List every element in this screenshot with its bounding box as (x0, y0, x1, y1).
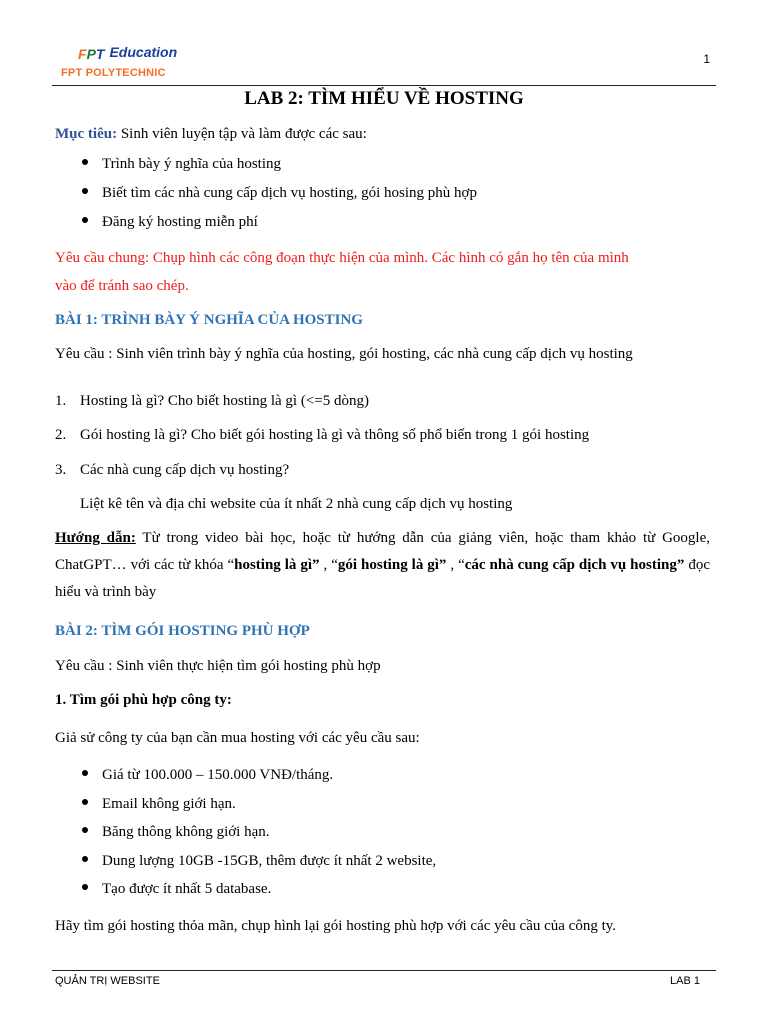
bai1-item3-detail: Liệt kê tên và địa chỉ website của ít nhất 2 nhà cung cấp dịch vụ hosting (80, 496, 513, 512)
objective-item-text: Đăng ký hosting miễn phí (102, 214, 258, 230)
requirement-item-text: Băng thông không giới hạn. (102, 824, 270, 840)
bullet-icon (82, 884, 88, 890)
list-item-text: Hosting là gì? Cho biết hosting là gì (<=5 dòng) (80, 393, 369, 409)
footer-lab: LAB 1 (670, 975, 700, 987)
objective-text: Sinh viên luyện tập và làm được các sau: (117, 126, 367, 142)
guide-text-2: đọc hiểu và trình bày (55, 557, 710, 600)
logo-education-text: Education (109, 44, 178, 60)
bai2-intro: Giả sử công ty của bạn cần mua hosting với các yêu cầu sau: (55, 730, 420, 746)
bullet-icon (82, 770, 88, 776)
general-requirement-line1: Yêu cầu chung: Chụp hình các công đoạn thực hiện của mình. Các hình có gắn họ tên của mình (55, 250, 629, 266)
guide-separator-2: , “ (446, 557, 465, 573)
bai2-requirement: Yêu cầu : Sinh viên thực hiện tìm gói hosting phù hợp (55, 658, 381, 674)
objective-item-text: Biết tìm các nhà cung cấp dịch vụ hosting, gói hosing phù hợp (102, 185, 477, 201)
bai2-sub-heading: 1. Tìm gói phù hợp công ty: (55, 692, 232, 708)
logo-letter-t: T (95, 46, 105, 62)
bullet-icon (82, 188, 88, 194)
logo-brand-name: FPT POLYTECHNIC (61, 67, 166, 79)
requirement-item-text: Email không giới hạn. (102, 796, 236, 812)
logo-letter-p: P (86, 46, 96, 62)
bai1-heading: BÀI 1: TRÌNH BÀY Ý NGHĨA CỦA HOSTING (55, 312, 363, 328)
list-item-text: Các nhà cung cấp dịch vụ hosting? (80, 462, 290, 478)
objective-line (55, 124, 710, 144)
bai2-conclusion: Hãy tìm gói hosting thỏa mãn, chụp hình lại gói hosting phù hợp với các yêu cầu của công ty. (55, 918, 617, 934)
bullet-icon (82, 159, 88, 165)
general-requirement-line2: vào để tránh sao chép. (55, 278, 189, 294)
guide-label: Hướng dẫn: (55, 530, 136, 546)
guide-keyword-3: các nhà cung cấp dịch vụ hosting” (464, 557, 685, 573)
requirement-item-text: Tạo được ít nhất 5 database. (102, 881, 272, 897)
objective-item-text: Trình bày ý nghĩa của hosting (102, 156, 282, 172)
list-item-text: Gói hosting là gì? Cho biết gói hosting là gì và thông số phổ biến trong 1 gói hosting (80, 427, 590, 443)
bullet-icon (82, 799, 88, 805)
bullet-icon (82, 856, 88, 862)
requirement-item-text: Giá từ 100.000 – 150.000 VNĐ/tháng. (102, 767, 334, 783)
bai1-guide (55, 525, 710, 606)
requirement-item-text: Dung lượng 10GB -15GB, thêm được ít nhất 2 website, (102, 853, 437, 869)
footer-course: QUẢN TRỊ WEBSITE (55, 975, 160, 987)
objective-label: Mục tiêu: (55, 126, 118, 142)
logo-letter-f: F (78, 46, 87, 62)
guide-keyword-2: gói hosting là gì” (337, 557, 447, 573)
bai2-heading: BÀI 2: TÌM GÓI HOSTING PHÙ HỢP (55, 623, 310, 639)
list-number: 3. (55, 462, 67, 478)
fpt-polytechnic-logo (55, 41, 215, 81)
guide-separator-1: , “ (319, 557, 338, 573)
page-number: 1 (703, 52, 710, 66)
list-number: 2. (55, 427, 67, 443)
list-number: 1. (55, 393, 67, 409)
bai1-requirement: Yêu cầu : Sinh viên trình bày ý nghĩa của hosting, gói hosting, các nhà cung cấp dịch vụ hosting (55, 346, 633, 362)
bullet-icon (82, 827, 88, 833)
document-title: LAB 2: TÌM HIỂU VỀ HOSTING (244, 88, 524, 109)
header-divider (52, 85, 716, 86)
fpt-logo-mark (78, 41, 177, 61)
bullet-icon (82, 217, 88, 223)
footer-divider (52, 970, 716, 971)
guide-keyword-1: hosting là gì” (234, 557, 320, 573)
guide-text-1: Từ trong video bài học, hoặc từ hướng dẫn của giảng viên, hoặc tham khảo từ Google, ChatGPT… với các từ khóa “ (55, 530, 711, 573)
